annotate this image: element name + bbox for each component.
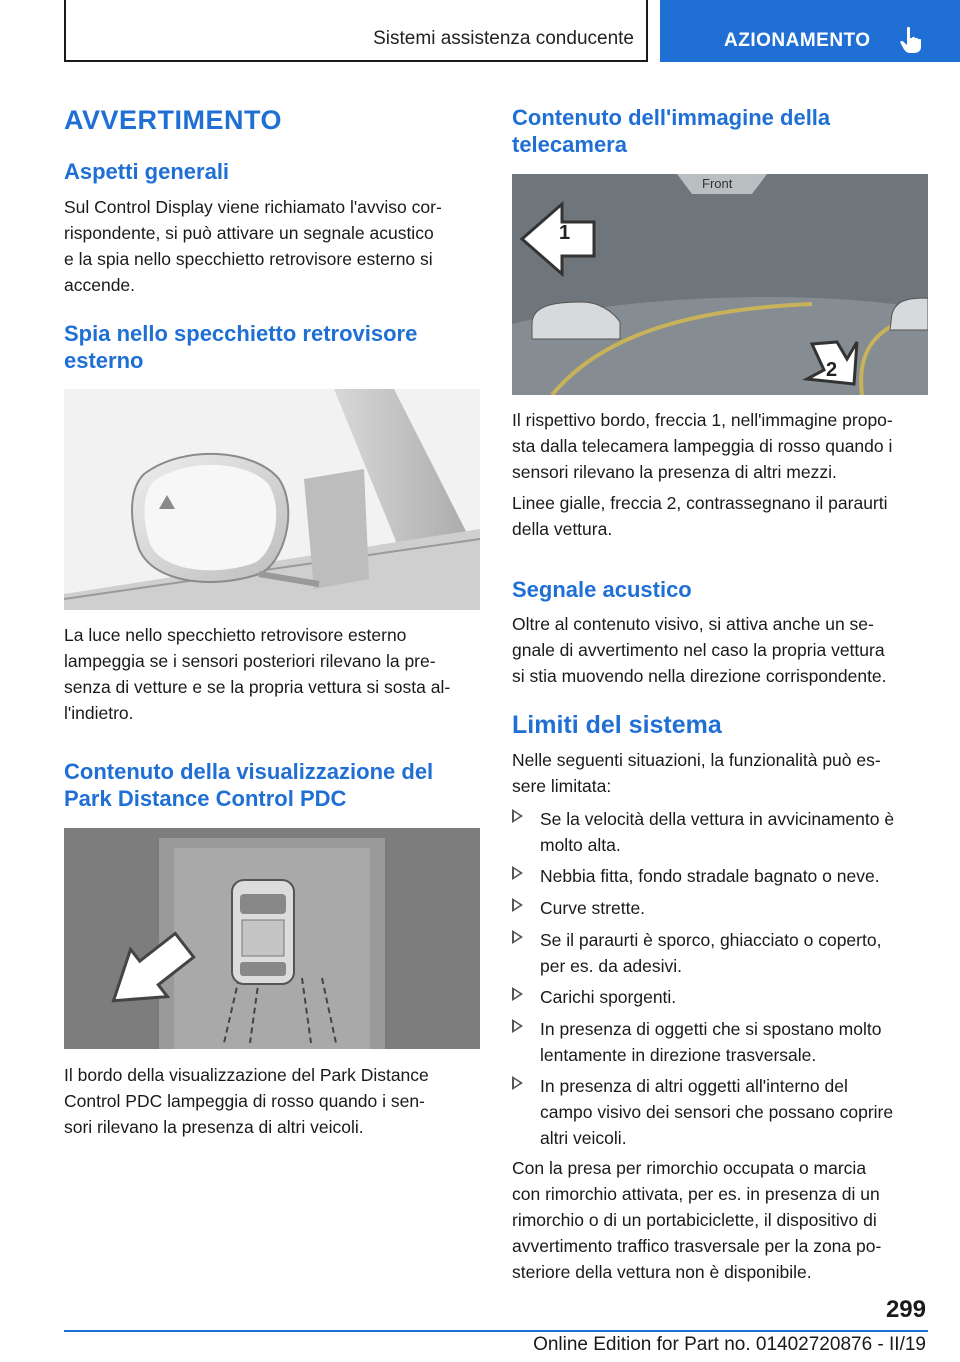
acoustic-text-line: gnale di avvertimento nel caso la propria vettura (512, 640, 885, 660)
list-item (512, 895, 932, 921)
trailer-text-line: Con la presa per rimorchio occupata o marcia (512, 1158, 867, 1178)
acoustic-text-line: si stia muovendo nella direzione corrispondente. (512, 666, 887, 686)
general-text-line: rispondente, si può attivare un segnale acustico (64, 223, 434, 243)
mirror-text-line: La luce nello specchietto retrovisore esterno (64, 625, 407, 645)
mirror-illustration (64, 389, 480, 610)
triangle-bullet-icon (512, 1076, 523, 1090)
camera-callout-1: 1 (559, 222, 571, 244)
trailer-text-line: avvertimento traffico trasversale per la zona po- (512, 1236, 882, 1256)
list-item (512, 1073, 932, 1151)
list-item-text: Se il paraurti è sporco, ghiacciato o coperto, (540, 930, 882, 950)
limits-intro-line: sere limitata: (512, 776, 612, 796)
triangle-bullet-icon (512, 1019, 523, 1033)
general-text-line: accende. (64, 275, 136, 295)
list-item-text: campo visivo dei sensori che possano coprire (540, 1102, 894, 1122)
warning-title: AVVERTIMENTO (64, 105, 283, 135)
mirror-text-line: l'indietro. (64, 703, 134, 723)
header-section-tab (64, 0, 648, 62)
trailer-text-line: steriore della vettura non è disponibile. (512, 1262, 812, 1282)
pdc-heading-line: Contenuto della visualizzazione del (64, 759, 434, 784)
list-item-text: altri veicoli. (540, 1128, 627, 1148)
list-item-text: Curve strette. (540, 898, 646, 918)
camera-image-illustration (512, 174, 928, 395)
general-heading: Aspetti generali (64, 159, 230, 184)
pdc-text-line: Il bordo della visualizzazione del Park Distance (64, 1065, 429, 1085)
triangle-bullet-icon (512, 930, 523, 944)
list-item-text: In presenza di oggetti che si spostano molto (540, 1019, 882, 1039)
acoustic-heading: Segnale acustico (512, 577, 692, 602)
pdc-text-line: sori rilevano la presenza di altri veicoli. (64, 1117, 364, 1137)
list-item-text: Carichi sporgenti. (540, 987, 677, 1007)
list-item-text: Se la velocità della vettura in avvicinamento è (540, 809, 895, 829)
header-chapter-tab (660, 0, 960, 62)
camera-text-line: sensori rilevano la presenza di altri mezzi. (512, 462, 837, 482)
trailer-text-line: con rimorchio attivata, per es. in presenza di un (512, 1184, 880, 1204)
limits-intro-line: Nelle seguenti situazioni, la funzionalità può es- (512, 750, 881, 770)
pdc-display-illustration (64, 828, 480, 1049)
acoustic-text-line: Oltre al contenuto visivo, si attiva anche un se- (512, 614, 874, 634)
triangle-bullet-icon (512, 987, 523, 1001)
pdc-heading-line: Park Distance Control PDC (64, 786, 347, 811)
camera-front-label: Front (702, 176, 733, 191)
camera-text-line: della vettura. (512, 519, 613, 539)
camera-heading-line: Contenuto dell'immagine della (512, 105, 831, 130)
header-section-title: Sistemi assistenza conducente (373, 28, 634, 49)
list-item-text: per es. da adesivi. (540, 956, 683, 976)
limits-heading: Limiti del sistema (512, 711, 722, 739)
triangle-bullet-icon (512, 898, 523, 912)
camera-heading-line: telecamera (512, 132, 627, 157)
list-item (512, 1016, 932, 1068)
camera-text-line: Il rispettivo bordo, freccia 1, nell'immagine propo- (512, 410, 893, 430)
list-item (512, 806, 932, 858)
mirror-text-line: lampeggia se i sensori posteriori rilevano la pre- (64, 651, 436, 671)
list-item (512, 863, 932, 889)
mirror-heading-line: Spia nello specchietto retrovisore (64, 321, 418, 346)
general-text-line: e la spia nello specchietto retrovisore esterno si (64, 249, 433, 269)
list-item (512, 984, 932, 1010)
page-number: 299 (885, 1296, 926, 1323)
camera-callout-2: 2 (826, 359, 838, 381)
mirror-heading-line: esterno (64, 348, 144, 373)
camera-text-line: Linee gialle, freccia 2, contrassegnano il paraurti (512, 493, 888, 513)
list-item-text: molto alta. (540, 835, 621, 855)
hand-pointer-icon (898, 26, 924, 54)
list-item-text: In presenza di altri oggetti all'interno del (540, 1076, 848, 1096)
footer-edition: Online Edition for Part no. 01402720876 - II/19 (533, 1334, 926, 1355)
triangle-bullet-icon (512, 809, 523, 823)
camera-text-line: sta dalla telecamera lampeggia di rosso quando i (512, 436, 893, 456)
list-item-text: Nebbia fitta, fondo stradale bagnato o neve. (540, 866, 880, 886)
mirror-text-line: senza di vetture e se la propria vettura si sosta al- (64, 677, 451, 697)
triangle-bullet-icon (512, 866, 523, 880)
pdc-text-line: Control PDC lampeggia di rosso quando i sen- (64, 1091, 425, 1111)
general-text-line: Sul Control Display viene richiamato l'avviso cor- (64, 197, 442, 217)
trailer-text-line: rimorchio o di un portabiciclette, il dispositivo di (512, 1210, 877, 1230)
list-item-text: lentamente in direzione trasversale. (540, 1045, 817, 1065)
footer-divider (64, 1330, 928, 1332)
list-item (512, 927, 932, 979)
header-chapter-title: AZIONAMENTO (724, 30, 871, 51)
